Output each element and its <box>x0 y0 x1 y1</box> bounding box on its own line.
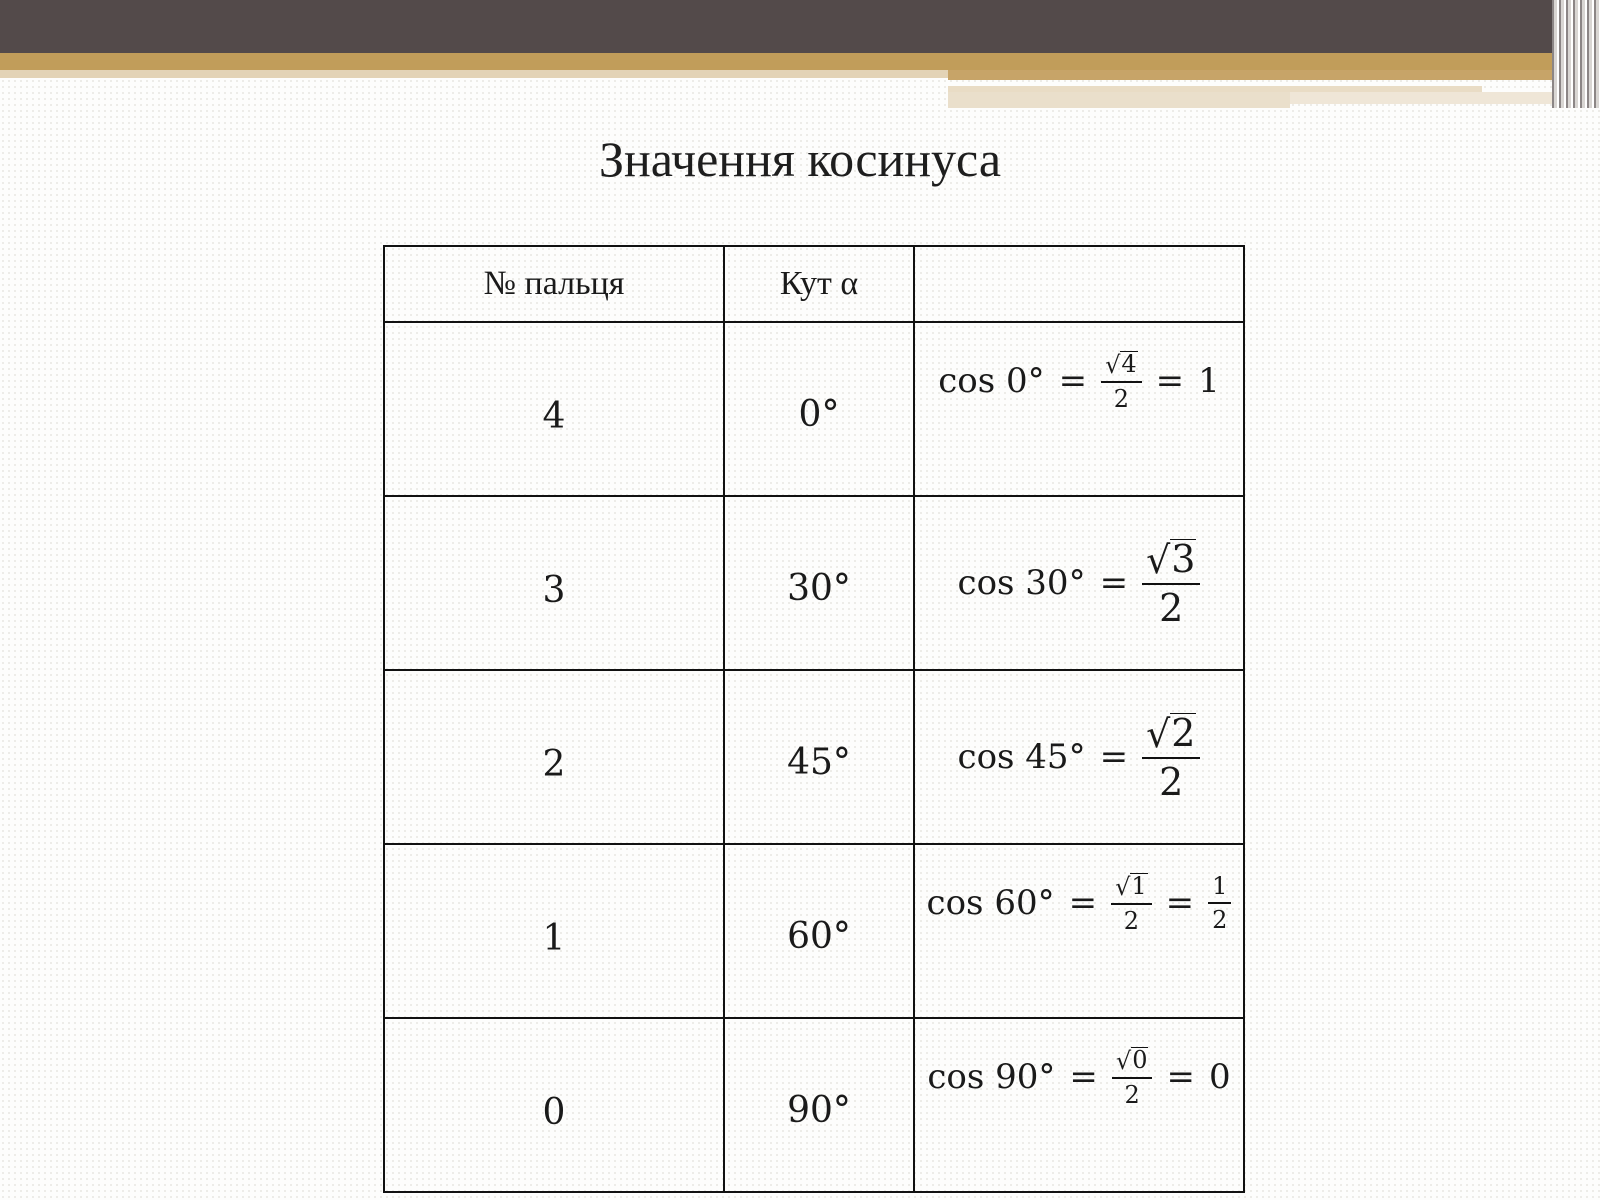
cosine-table <box>383 245 1245 1193</box>
angle-value: 0° <box>724 322 914 496</box>
sqrt-sign: √ <box>1105 351 1121 380</box>
formula-result: 0 <box>1208 1057 1231 1097</box>
radicand: 1 <box>1131 871 1147 900</box>
angle-value: 90° <box>724 1018 914 1192</box>
finger-number: 0 <box>384 1018 724 1192</box>
fraction <box>1111 871 1152 936</box>
finger-number: 2 <box>384 670 724 844</box>
denominator: 2 <box>1159 760 1184 805</box>
formula-lhs: cos 45° <box>957 736 1086 777</box>
formula-cell <box>914 496 1244 670</box>
fraction <box>1142 710 1200 805</box>
header-gold-strip <box>948 70 1600 80</box>
table-row <box>384 496 1244 670</box>
formula-cell <box>914 844 1244 1018</box>
finger-number: 4 <box>384 322 724 496</box>
cos-formula <box>957 536 1201 631</box>
angle-value: 45° <box>724 670 914 844</box>
sqrt-sign: √ <box>1146 712 1171 757</box>
header-formula <box>914 246 1244 322</box>
header-light-strip <box>0 70 948 78</box>
header-accent-strip <box>948 92 1290 108</box>
cos-formula <box>927 1045 1231 1110</box>
radicand: 3 <box>1171 536 1196 581</box>
formula-cell <box>914 670 1244 844</box>
equals-sign: = <box>1099 562 1129 603</box>
equals-sign: = <box>1099 736 1129 777</box>
fraction <box>1101 349 1142 414</box>
denominator: 2 <box>1159 586 1184 631</box>
equals-sign: = <box>1165 883 1195 923</box>
equals-sign: = <box>1058 361 1088 401</box>
equals-sign: = <box>1069 1057 1098 1097</box>
equals-sign: = <box>1155 361 1185 401</box>
sqrt-sign: √ <box>1146 538 1171 583</box>
table-row <box>384 844 1244 1018</box>
table-row <box>384 670 1244 844</box>
table-row <box>384 322 1244 496</box>
header-gold-band <box>0 53 1600 70</box>
result-fraction <box>1208 874 1231 932</box>
header-finger-number: № пальця <box>384 246 724 322</box>
cos-formula <box>938 349 1220 414</box>
sqrt-sign: √ <box>1115 873 1131 902</box>
slide-title: Значення косинуса <box>598 131 1002 187</box>
formula-lhs: cos 90° <box>927 1057 1056 1097</box>
cos-formula <box>957 710 1201 805</box>
fraction <box>1112 1045 1153 1110</box>
formula-cell <box>914 322 1244 496</box>
cos-formula <box>926 871 1232 936</box>
denominator: 2 <box>1113 385 1130 414</box>
angle-value: 30° <box>724 496 914 670</box>
header-dark-band <box>0 0 1600 53</box>
equals-sign: = <box>1068 883 1098 923</box>
formula-lhs: cos 30° <box>957 562 1086 603</box>
finger-number: 1 <box>384 844 724 1018</box>
formula-result: 1 <box>1198 361 1220 401</box>
table-row <box>384 1018 1244 1192</box>
result-numerator: 1 <box>1208 874 1231 904</box>
formula-lhs: cos 60° <box>926 883 1055 923</box>
radicand: 4 <box>1121 349 1137 378</box>
radicand: 2 <box>1171 710 1196 755</box>
formula-cell <box>914 1018 1244 1192</box>
sqrt-sign: √ <box>1115 1047 1132 1076</box>
denominator: 2 <box>1124 1081 1140 1110</box>
denominator: 2 <box>1123 907 1139 936</box>
header-accent-strip <box>1290 92 1570 104</box>
header-vertical-bars <box>1552 0 1600 108</box>
angle-value: 60° <box>724 844 914 1018</box>
table-header-row <box>384 246 1244 322</box>
equals-sign: = <box>1166 1057 1195 1097</box>
header-angle: Кут α <box>724 246 914 322</box>
finger-number: 3 <box>384 496 724 670</box>
formula-lhs: cos 0° <box>938 361 1045 401</box>
radicand: 0 <box>1132 1045 1148 1074</box>
result-denominator: 2 <box>1212 906 1228 934</box>
fraction <box>1142 536 1200 631</box>
